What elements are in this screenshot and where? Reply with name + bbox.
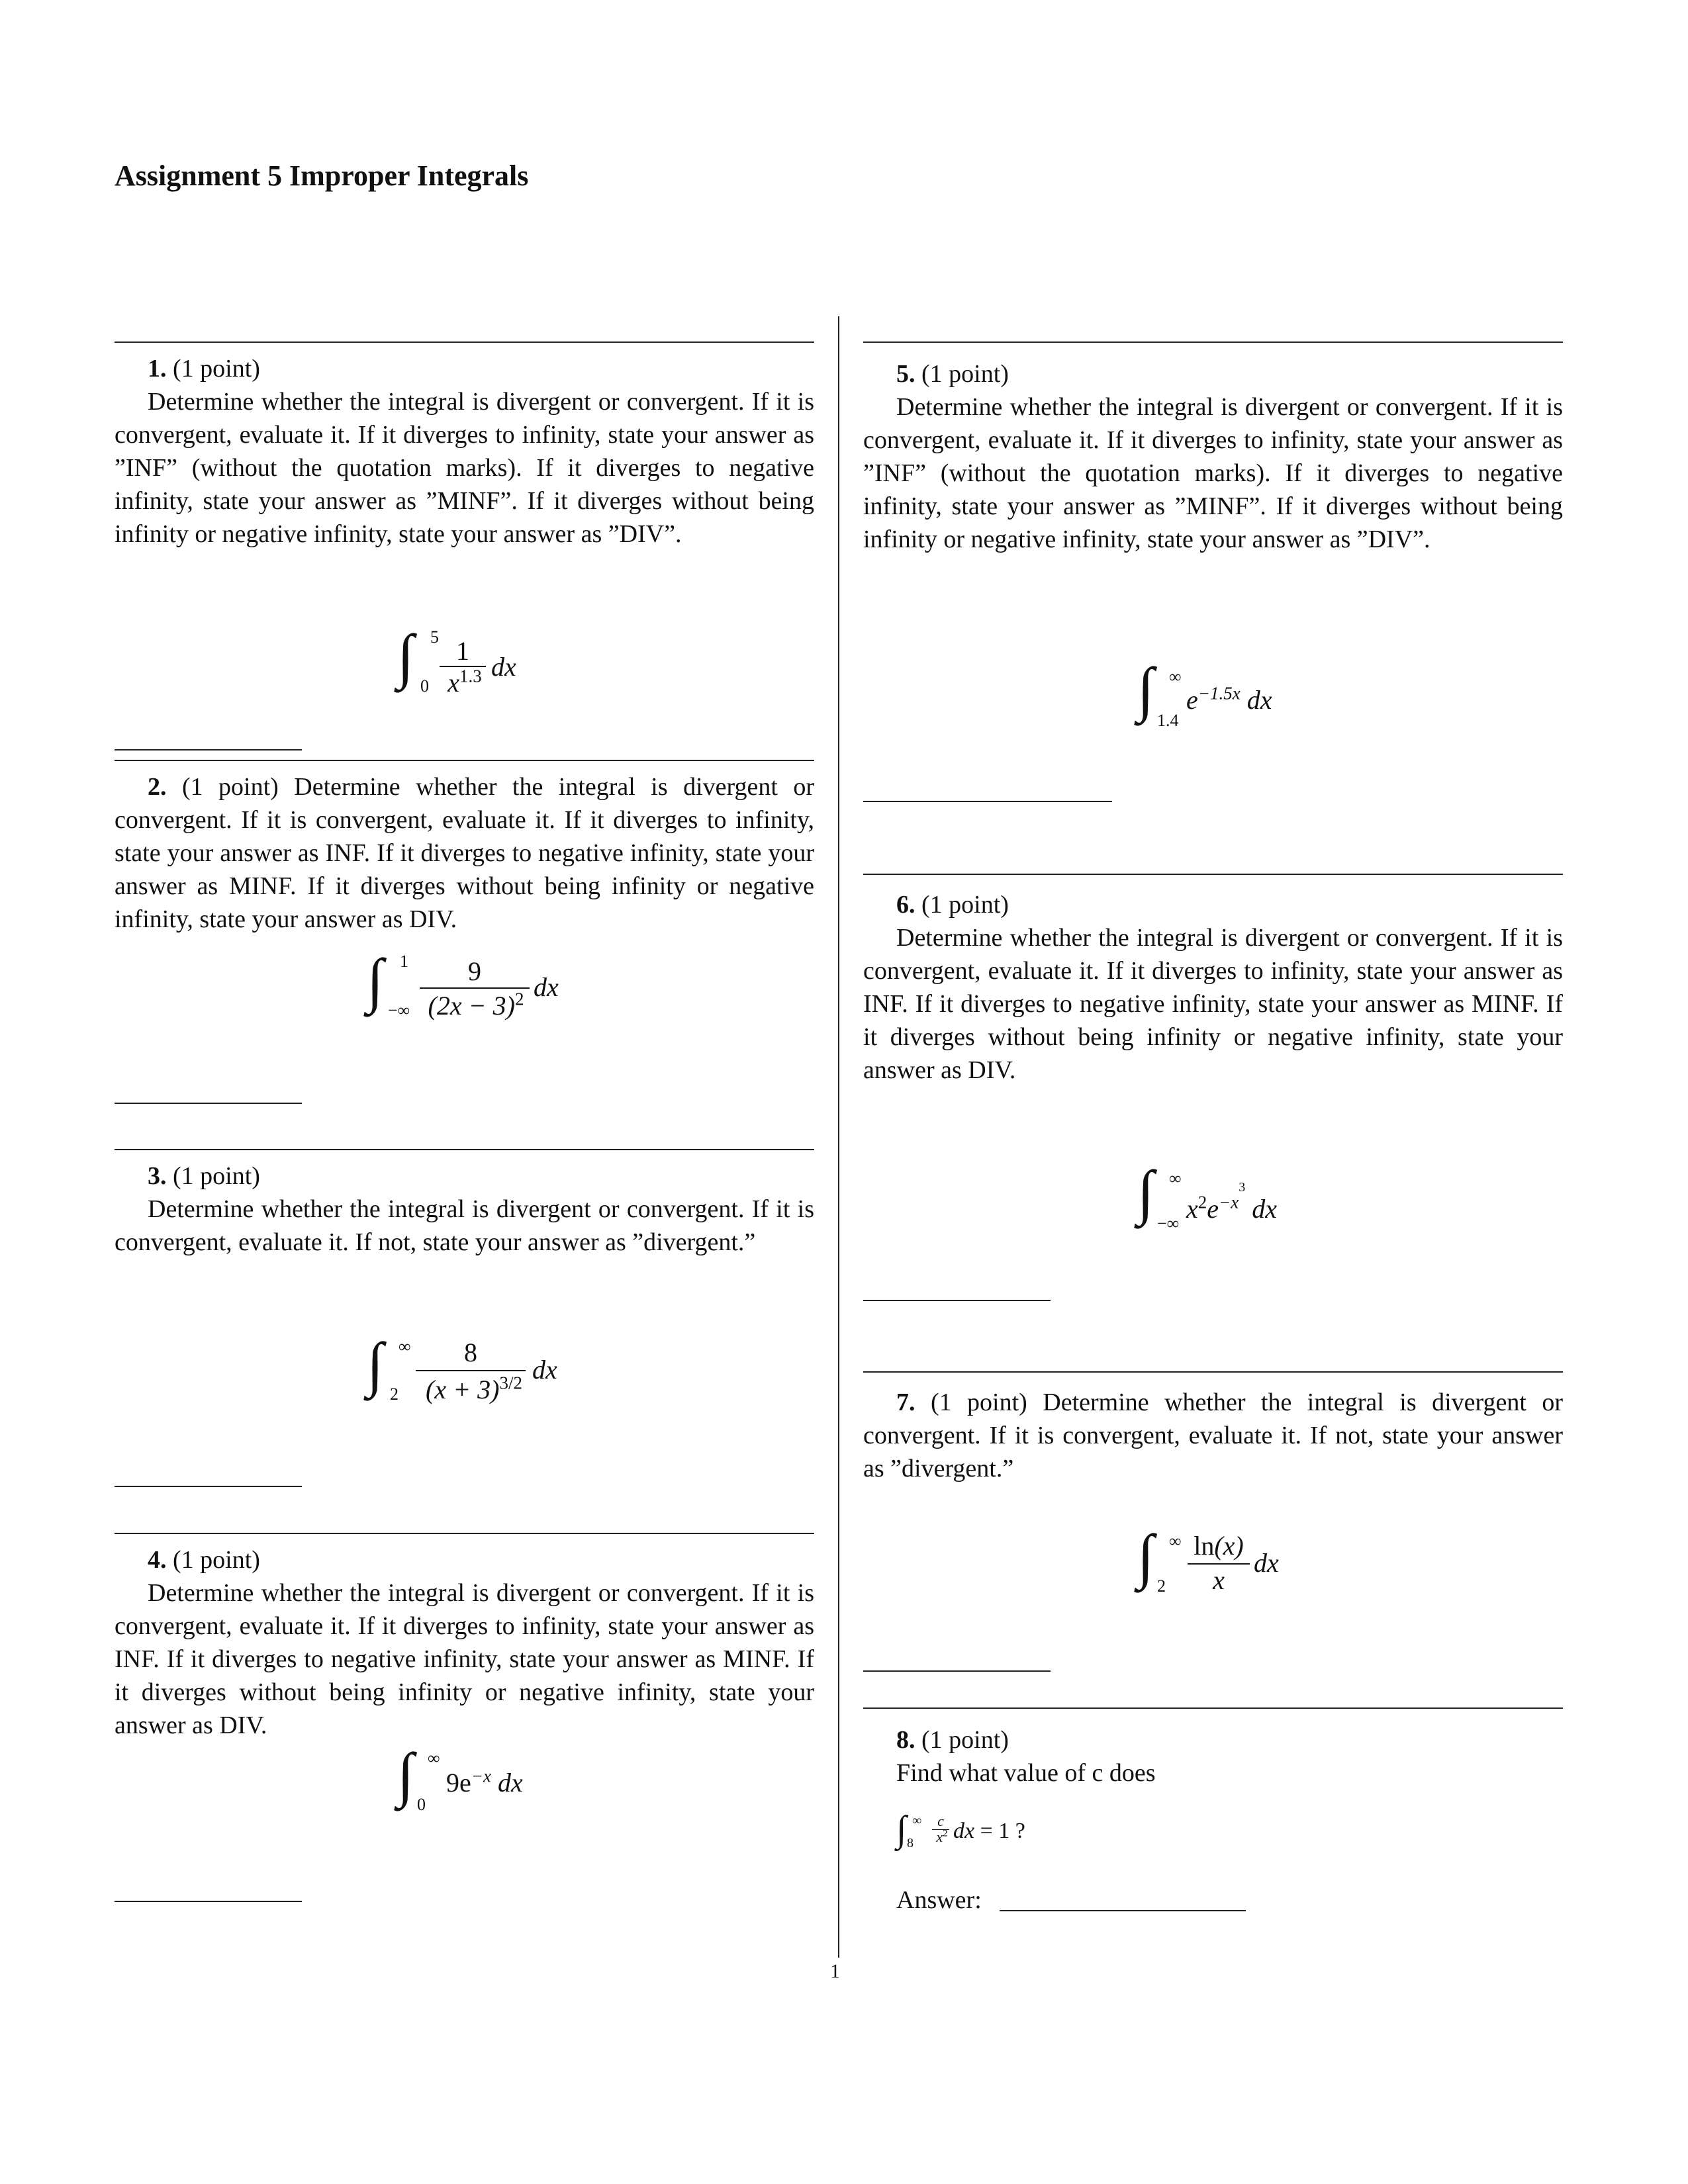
integral-sign: ∫ [1137, 1522, 1154, 1590]
integral-sign: ∫ [367, 1330, 384, 1398]
integral-1 [397, 622, 530, 708]
numerator: 8 [464, 1338, 477, 1367]
answer-blank-3[interactable] [115, 1486, 302, 1487]
integral-6 [1137, 1158, 1309, 1244]
lower-limit: 2 [1157, 1576, 1166, 1596]
differential: dx [953, 1819, 975, 1843]
problem-text: Determine whether the integral is divergent or convergent. If it is convergent, evaluate it. If it diverges to infinity, state your answer as ”INF” (without the quotation marks). If it diverges to negative infinity, state your answer as ”MINF”. If it diverges without being infinity or negative infinity, state your answer as ”DIV”. [115, 388, 814, 548]
problem-5 [863, 341, 1563, 556]
denominator-exponent: 3/2 [499, 1373, 522, 1393]
problem-points: (1 point) [930, 1388, 1027, 1416]
page-title: Assignment 5 Improper Integrals [115, 159, 529, 192]
problem-text: Determine whether the integral is divergent or convergent. If it is convergent, evaluate it. If it diverges to infinity, state your answer as ”INF” (without the quotation marks). If it diverges to negative infinity, state your answer as ”MINF”. If it diverges without being infinity or negative infinity, state your answer as ”DIV”. [863, 393, 1563, 553]
integral-sign: ∫ [1137, 655, 1154, 723]
differential: dx [532, 1355, 557, 1385]
upper-limit: 5 [430, 627, 439, 647]
problem-text: Determine whether the integral is divergent or convergent. If it is convergent, evaluate it. If it diverges to infinity, state your answer as INF. If it diverges to negative infinity, state your answer as MINF. If it diverges without being infinity or negative infinity, state your answer as DIV. [115, 773, 815, 933]
integral-sign: ∫ [397, 622, 414, 690]
denominator-exponent: 1.3 [459, 666, 482, 686]
column-divider [838, 316, 839, 1958]
upper-limit: ∞ [428, 1749, 440, 1768]
upper-limit: ∞ [399, 1337, 411, 1356]
integrand: e [1186, 685, 1198, 715]
exponent: −x [1219, 1192, 1239, 1212]
problem-number: 8. [896, 1726, 915, 1754]
page-number: 1 [830, 1960, 840, 1982]
problem-7 [863, 1371, 1563, 1485]
upper-limit: 1 [400, 952, 408, 971]
problem-points: (1 point) [173, 1546, 260, 1574]
problem-4 [115, 1533, 814, 1742]
problem-number: 4. [148, 1546, 167, 1574]
answer-blank-5[interactable] [863, 801, 1112, 802]
problem-2 [115, 760, 814, 936]
answer-blank-4[interactable] [115, 1901, 302, 1902]
answer-blank-1[interactable] [115, 749, 302, 751]
problem-number: 5. [896, 360, 915, 388]
problem-text: Determine whether the integral is divergent or convergent. If it is convergent, evaluate it. If not, state your answer as ”divergent.” [863, 1388, 1564, 1482]
problem-points: (1 point) [173, 355, 260, 383]
upper-limit: ∞ [912, 1813, 922, 1828]
exponent: −1.5x [1197, 683, 1241, 704]
answer-blank-8[interactable] [1000, 1910, 1246, 1911]
equals-one: = 1 ? [980, 1819, 1025, 1843]
differential: dx [1252, 1194, 1278, 1224]
lower-limit: −∞ [1157, 1214, 1180, 1233]
integral-sign: ∫ [397, 1741, 414, 1808]
differential: dx [1254, 1548, 1279, 1578]
problem-number: 7. [896, 1388, 915, 1416]
numerator-argument: (x) [1214, 1531, 1244, 1561]
problem-number: 1. [148, 355, 167, 383]
denominator: x [1213, 1565, 1225, 1595]
lower-limit: 2 [390, 1385, 399, 1404]
numerator: c [937, 1813, 944, 1829]
problem-8 [863, 1707, 1563, 1790]
lower-limit: 0 [420, 676, 429, 696]
fraction-bar [420, 987, 530, 989]
problem-text: Determine whether the integral is divergent or convergent. If it is convergent, evaluate it. If it diverges to infinity, state your answer as INF. If it diverges to negative infinity, state your answer as MINF. If it diverges without being infinity or negative infinity, state your answer as DIV. [863, 924, 1563, 1084]
integral-sign: ∫ [367, 946, 384, 1014]
denominator-base: x [936, 1829, 943, 1845]
problem-text: Determine whether the integral is divergent or convergent. If it is convergent, evaluate it. If it diverges to infinity, state your answer as INF. If it diverges to negative infinity, state your answer as MINF. If it diverges without being infinity or negative infinity, state your answer as DIV. [115, 1579, 814, 1739]
denominator: (x + 3) [426, 1375, 500, 1404]
integrand-e: e [1207, 1194, 1219, 1224]
integral-3 [367, 1330, 579, 1416]
exponent-superscript: 3 [1239, 1180, 1246, 1195]
problem-number: 3. [148, 1162, 167, 1190]
problem-6 [863, 874, 1563, 1087]
problem-3 [115, 1149, 814, 1259]
answer-blank-2[interactable] [115, 1103, 302, 1104]
integrand-base: x [1186, 1194, 1198, 1224]
numerator: 9 [468, 956, 481, 986]
problem-points: (1 point) [921, 891, 1009, 919]
answer-blank-7[interactable] [863, 1670, 1051, 1672]
problem-points: (1 point) [181, 773, 279, 801]
problem-text: Find what value of c does [896, 1759, 1156, 1787]
denominator-exponent: 2 [943, 1828, 948, 1839]
denominator-exponent: 2 [514, 989, 524, 1009]
integral-7 [1137, 1522, 1309, 1608]
differential: dx [497, 1768, 523, 1797]
integrand-exponent: 2 [1197, 1192, 1207, 1212]
integral-8 [896, 1809, 1082, 1860]
denominator: (2x − 3) [428, 991, 515, 1021]
problem-number: 2. [148, 773, 167, 801]
integral-2 [367, 946, 579, 1032]
problem-1 [115, 341, 814, 551]
answer-blank-6[interactable] [863, 1300, 1051, 1301]
differential: dx [1246, 685, 1272, 715]
answer-label: Answer: [896, 1886, 982, 1914]
integrand: 9e [446, 1768, 471, 1797]
numerator: 1 [456, 636, 469, 666]
lower-limit: 1.4 [1157, 711, 1179, 730]
integral-5 [1137, 655, 1309, 741]
upper-limit: ∞ [1169, 1531, 1182, 1551]
upper-limit: ∞ [1169, 667, 1182, 686]
differential: dx [534, 972, 559, 1002]
exponent: −x [471, 1766, 491, 1786]
numerator-function: ln [1194, 1531, 1215, 1561]
problem-points: (1 point) [921, 1726, 1009, 1754]
problem-points: (1 point) [921, 360, 1009, 388]
lower-limit: 0 [417, 1795, 426, 1814]
integral-sign: ∫ [896, 1809, 907, 1850]
denominator-base: x [447, 668, 459, 698]
differential: dx [491, 652, 516, 682]
problem-text: Determine whether the integral is divergent or convergent. If it is convergent, evaluate it. If not, state your answer as ”divergent.” [115, 1195, 814, 1256]
lower-limit: 8 [907, 1836, 914, 1850]
problem-number: 6. [896, 891, 915, 919]
fraction-bar [416, 1370, 526, 1371]
upper-limit: ∞ [1169, 1169, 1182, 1188]
integral-4 [397, 1741, 556, 1827]
integral-sign: ∫ [1137, 1158, 1154, 1226]
lower-limit: −∞ [388, 1001, 410, 1020]
problem-points: (1 point) [173, 1162, 260, 1190]
